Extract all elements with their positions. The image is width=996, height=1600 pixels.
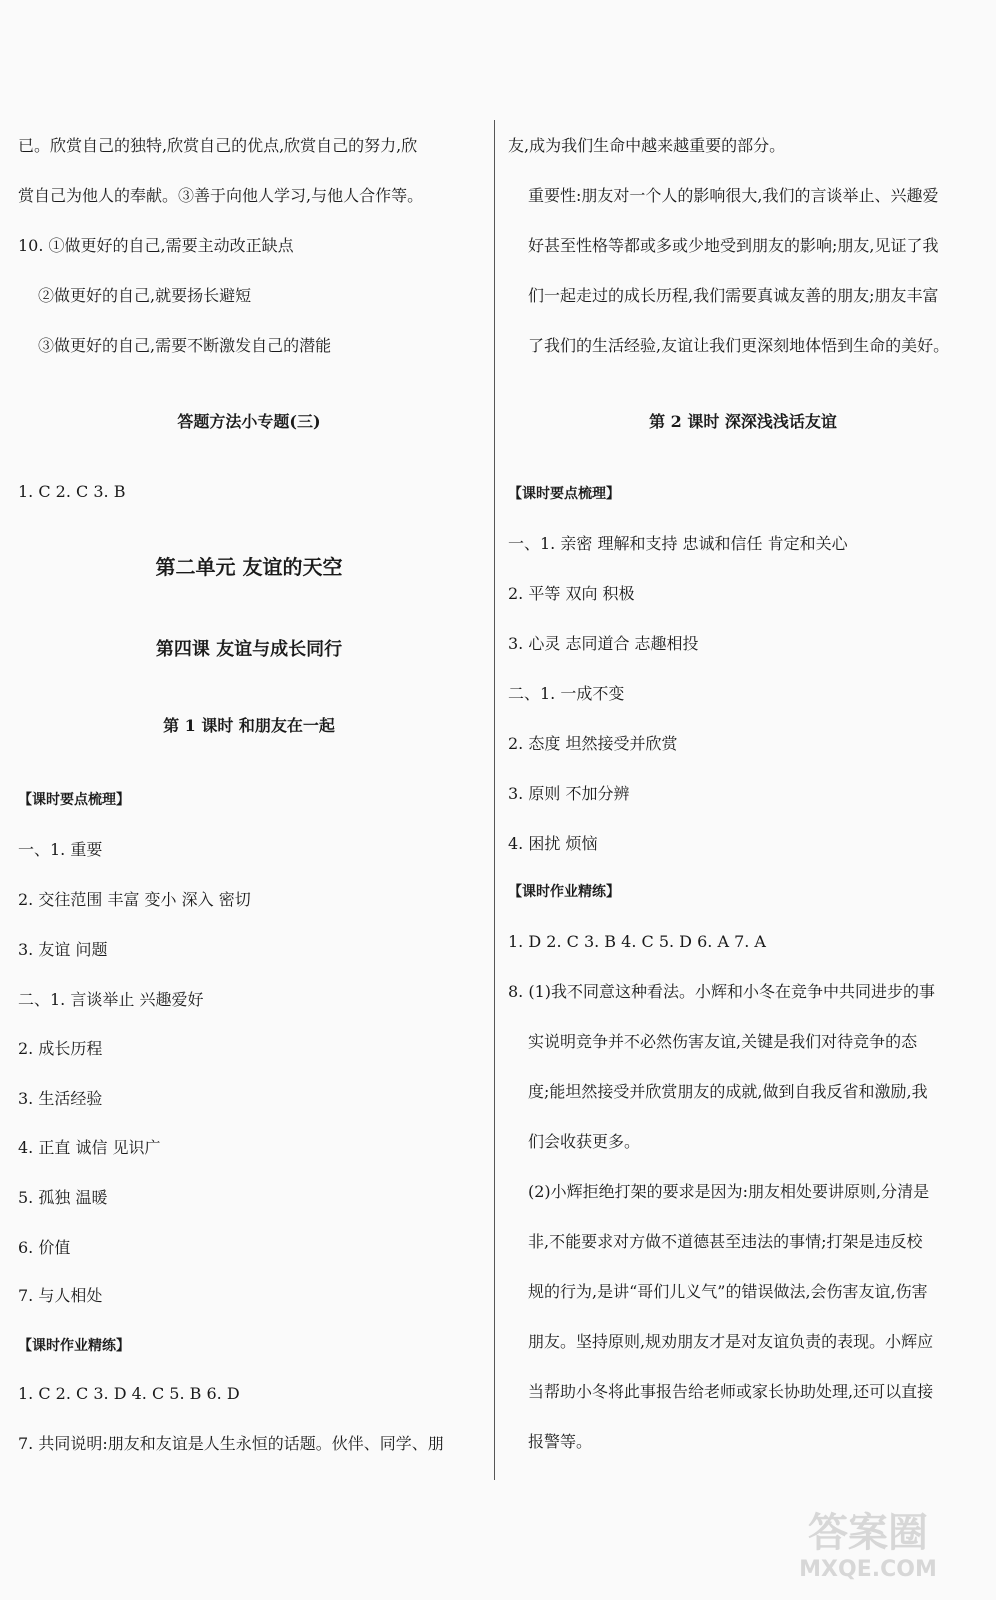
review-item: 3. 友谊 问题 [18,940,108,959]
right-line-4: 们一起走过的成长历程,我们需要真诚友善的朋友;朋友丰富 [528,286,939,305]
review-item: 4. 正直 诚信 见识广 [18,1138,161,1157]
left-line-1: 已。欣赏自己的独特,欣赏自己的优点,欣赏自己的努力,欣 [18,136,418,155]
answer-10-3: ③做更好的自己,需要不断激发自己的潜能 [38,336,332,355]
right-line-1: 友,成为我们生命中越来越重要的部分。 [508,136,786,155]
review-item: 2. 交往范围 丰富 变小 深入 密切 [18,890,251,909]
unit-title: 第二单元 友谊的天空 [155,555,343,579]
special-topic-title: 答题方法小专题(三) [177,412,321,431]
review-item: 6. 价值 [18,1238,71,1257]
answer-8-line: 朋友。坚持原则,规劝朋友才是对友谊负责的表现。小辉应 [528,1332,934,1351]
answer-8-line: 们会收获更多。 [528,1132,641,1151]
answer-7: 7. 共同说明:朋友和友谊是人生永恒的话题。伙伴、同学、朋 [18,1434,444,1453]
answer-8-line: 当帮助小冬将此事报告给老师或家长协助处理,还可以直接 [528,1382,934,1401]
review-item: 7. 与人相处 [18,1286,103,1305]
review-item: 4. 困扰 烦恼 [508,834,598,853]
review-item: 二、1. 一成不变 [508,684,625,703]
practice-answers: 1. D 2. C 3. B 4. C 5. D 6. A 7. A [508,932,766,951]
right-line-2: 重要性:朋友对一个人的影响很大,我们的言谈举止、兴趣爱 [528,186,939,205]
answer-8-line: 度;能坦然接受并欣赏朋友的成就,做到自我反省和激励,我 [528,1082,928,1101]
watermark-logo [758,1502,978,1582]
review-item: 一、1. 重要 [18,840,103,859]
answer-8-line: 非,不能要求对方做不道德甚至违法的事情;打架是违反校 [528,1232,923,1251]
watermark-sub-text: MXQE.COM [799,1557,937,1582]
special-topic-answers: 1. C 2. C 3. B [18,482,126,501]
review-item: 2. 平等 双向 积极 [508,584,635,603]
answer-8-line: 规的行为,是讲“哥们儿义气”的错误做法,会伤害友谊,伤害 [528,1282,928,1301]
watermark-main-text: 答案圈 [808,1510,928,1556]
period-1-title: 第 1 课时 和朋友在一起 [163,716,335,735]
lesson-title: 第四课 友谊与成长同行 [155,639,343,660]
answer-10: 10. ①做更好的自己,需要主动改正缺点 [18,236,294,255]
answer-8-line: 报警等。 [528,1432,593,1451]
review-item: 3. 生活经验 [18,1089,103,1108]
answer-8-line: 8. (1)我不同意这种看法。小辉和小冬在竞争中共同进步的事 [508,982,936,1001]
period-2-title: 第 2 课时 深深浅浅话友谊 [649,412,837,431]
review-item: 一、1. 亲密 理解和支持 忠诚和信任 肯定和关心 [508,534,848,553]
review-item: 3. 原则 不加分辨 [508,784,630,803]
review-heading: 【课时要点梳理】 [18,792,130,808]
review-item: 3. 心灵 志同道合 志趣相投 [508,634,699,653]
practice-heading: 【课时作业精练】 [18,1338,130,1354]
right-line-5: 了我们的生活经验,友谊让我们更深刻地体悟到生命的美好。 [528,336,950,355]
left-line-2: 赏自己为他人的奉献。③善于向他人学习,与他人合作等。 [18,186,424,205]
column-divider [494,120,495,1480]
review-item: 5. 孤独 温暖 [18,1188,108,1207]
review-heading: 【课时要点梳理】 [508,486,620,502]
review-item: 二、1. 言谈举止 兴趣爱好 [18,990,204,1009]
practice-answers: 1. C 2. C 3. D 4. C 5. B 6. D [18,1384,240,1403]
right-line-3: 好甚至性格等都或多或少地受到朋友的影响;朋友,见证了我 [528,236,939,255]
answer-8-line: (2)小辉拒绝打架的要求是因为:朋友相处要讲原则,分清是 [528,1182,930,1201]
practice-heading: 【课时作业精练】 [508,884,620,900]
review-item: 2. 成长历程 [18,1039,103,1058]
answer-8-line: 实说明竞争并不必然伤害友谊,关键是我们对待竞争的态 [528,1032,918,1051]
review-item: 2. 态度 坦然接受并欣赏 [508,734,678,753]
answer-10-2: ②做更好的自己,就要扬长避短 [38,286,252,305]
